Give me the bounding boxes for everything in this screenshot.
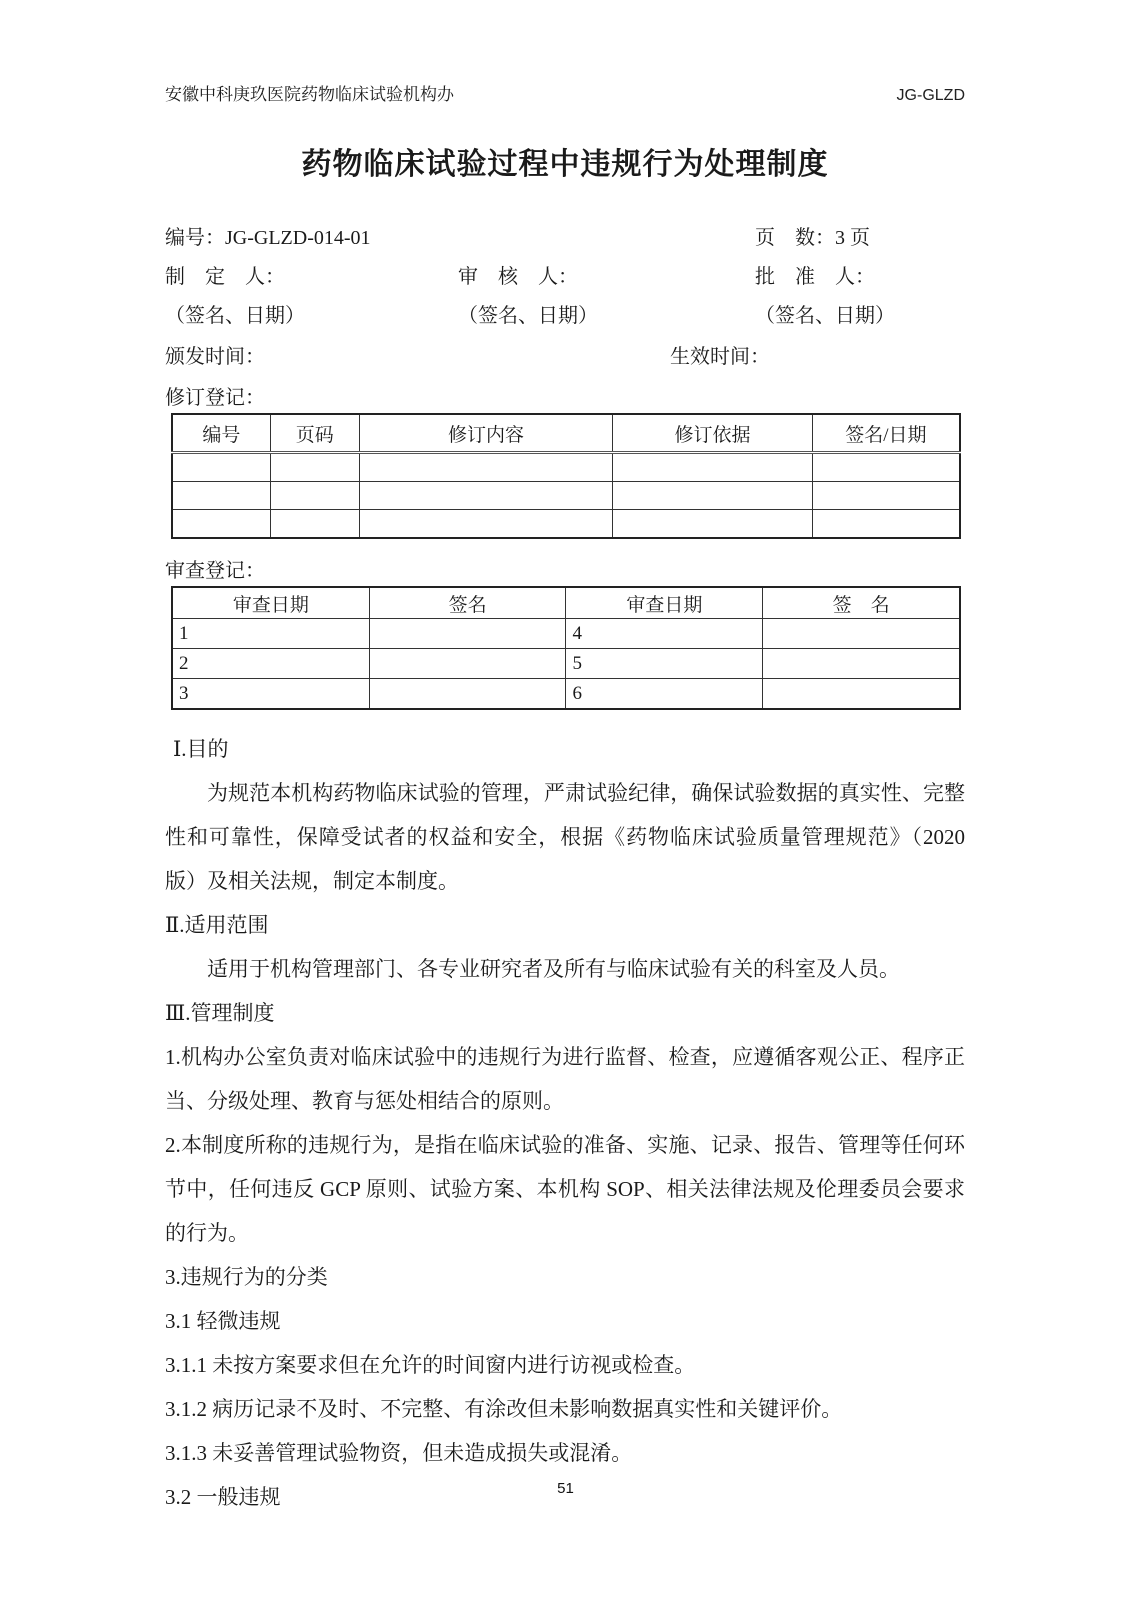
review-col-date-1: 审查日期 <box>172 587 369 619</box>
maker-sign-date: （签名、日期） <box>165 305 305 327</box>
rule-item-3-1: 3.1 轻微违规 <box>165 1309 281 1333</box>
reviewer-label: 审 核 人： <box>458 266 578 288</box>
table-cell <box>369 679 566 710</box>
header-org-name: 安徽中科庚玖医院药物临床试验机构办 <box>165 85 454 104</box>
body-text <box>165 727 965 1519</box>
section-2-heading: Ⅱ.适用范围 <box>165 913 269 937</box>
table-cell: 1 <box>172 619 369 649</box>
rule-item-3-1-1: 3.1.1 未按方案要求但在允许的时间窗内进行访视或检查。 <box>165 1353 696 1377</box>
table-cell <box>359 482 612 510</box>
table-cell <box>270 453 359 482</box>
review-col-sign-1: 签名 <box>369 587 566 619</box>
table-cell <box>369 619 566 649</box>
meta-issue-row <box>165 340 965 366</box>
revision-col-basis: 修订依据 <box>613 414 813 453</box>
table-cell <box>763 649 960 679</box>
table-cell: 6 <box>566 679 763 710</box>
table-row <box>172 649 960 679</box>
table-cell <box>172 482 270 510</box>
running-header <box>165 0 965 105</box>
table-row <box>172 619 960 649</box>
maker-label: 制 定 人： <box>165 266 285 288</box>
page-number: 51 <box>557 1480 574 1497</box>
table-row <box>172 679 960 710</box>
page-content <box>165 0 965 1519</box>
revision-col-page: 页码 <box>270 414 359 453</box>
section-2-paragraph: 适用于机构管理部门、各专业研究者及所有与临床试验有关的科室及人员。 <box>207 957 900 981</box>
table-cell <box>812 453 960 482</box>
table-cell <box>763 619 960 649</box>
table-cell <box>369 649 566 679</box>
table-cell: 2 <box>172 649 369 679</box>
table-cell <box>613 453 813 482</box>
document-title: 药物临床试验过程中违规行为处理制度 <box>301 148 829 181</box>
table-cell <box>613 482 813 510</box>
rule-item-1: 1.机构办公室负责对临床试验中的违规行为进行监督、检查，应遵循客观公正、程序正当、分级处理、教育与惩处相结合的原则。 <box>165 1045 965 1113</box>
table-cell <box>763 679 960 710</box>
rule-item-3: 3.违规行为的分类 <box>165 1265 328 1289</box>
approver-sign-date: （签名、日期） <box>755 305 895 327</box>
review-col-sign-2: 签 名 <box>763 587 960 619</box>
revision-col-content: 修订内容 <box>359 414 612 453</box>
revision-header-row <box>172 414 960 453</box>
table-row <box>172 510 960 539</box>
table-cell <box>613 510 813 539</box>
table-cell <box>270 482 359 510</box>
rule-item-3-1-3: 3.1.3 未妥善管理试验物资，但未造成损失或混淆。 <box>165 1441 633 1465</box>
effective-time-label: 生效时间： <box>670 346 770 368</box>
table-cell: 5 <box>566 649 763 679</box>
doc-number: 编号：JG-GLZD-014-01 <box>165 227 371 249</box>
table-cell <box>172 453 270 482</box>
table-row <box>172 482 960 510</box>
revision-col-number: 编号 <box>172 414 270 453</box>
revision-table-caption: 修订登记： <box>165 387 265 409</box>
meta-block <box>165 221 965 366</box>
table-cell: 3 <box>172 679 369 710</box>
revision-table <box>171 413 961 539</box>
table-cell: 4 <box>566 619 763 649</box>
section-1-heading: Ⅰ.目的 <box>173 737 229 761</box>
table-cell <box>270 510 359 539</box>
table-row <box>172 453 960 482</box>
rule-item-3-1-2: 3.1.2 病历记录不及时、不完整、有涂改但未影响数据真实性和关键评价。 <box>165 1397 843 1421</box>
meta-grid <box>165 221 965 328</box>
issue-time-label: 颁发时间： <box>165 346 265 368</box>
page-count: 页 数：3 页 <box>755 227 870 249</box>
table-cell <box>812 482 960 510</box>
approver-label: 批 准 人： <box>755 266 875 288</box>
section-1-paragraph: 为规范本机构药物临床试验的管理，严肃试验纪律，确保试验数据的真实性、完整性和可靠性，保障受试者的权益和安全，根据《药物临床试验质量管理规范》（2020 版）及相关法规，制定本制度。 <box>165 781 965 893</box>
header-doc-code: JG-GLZD <box>896 87 965 104</box>
review-header-row <box>172 587 960 619</box>
rule-item-2: 2.本制度所称的违规行为，是指在临床试验的准备、实施、记录、报告、管理等任何环节中，任何违反 GCP 原则、试验方案、本机构 SOP、相关法律法规及伦理委员会要求的行为。 <box>165 1133 965 1245</box>
rule-item-3-2: 3.2 一般违规 <box>165 1485 281 1509</box>
table-cell <box>359 453 612 482</box>
review-table-caption: 审查登记： <box>165 560 265 582</box>
table-cell <box>359 510 612 539</box>
section-3-heading: Ⅲ.管理制度 <box>165 1001 275 1025</box>
revision-col-sign-date: 签名/日期 <box>812 414 960 453</box>
review-col-date-2: 审查日期 <box>566 587 763 619</box>
table-cell <box>812 510 960 539</box>
reviewer-sign-date: （签名、日期） <box>458 305 598 327</box>
table-cell <box>172 510 270 539</box>
review-table <box>171 586 961 710</box>
